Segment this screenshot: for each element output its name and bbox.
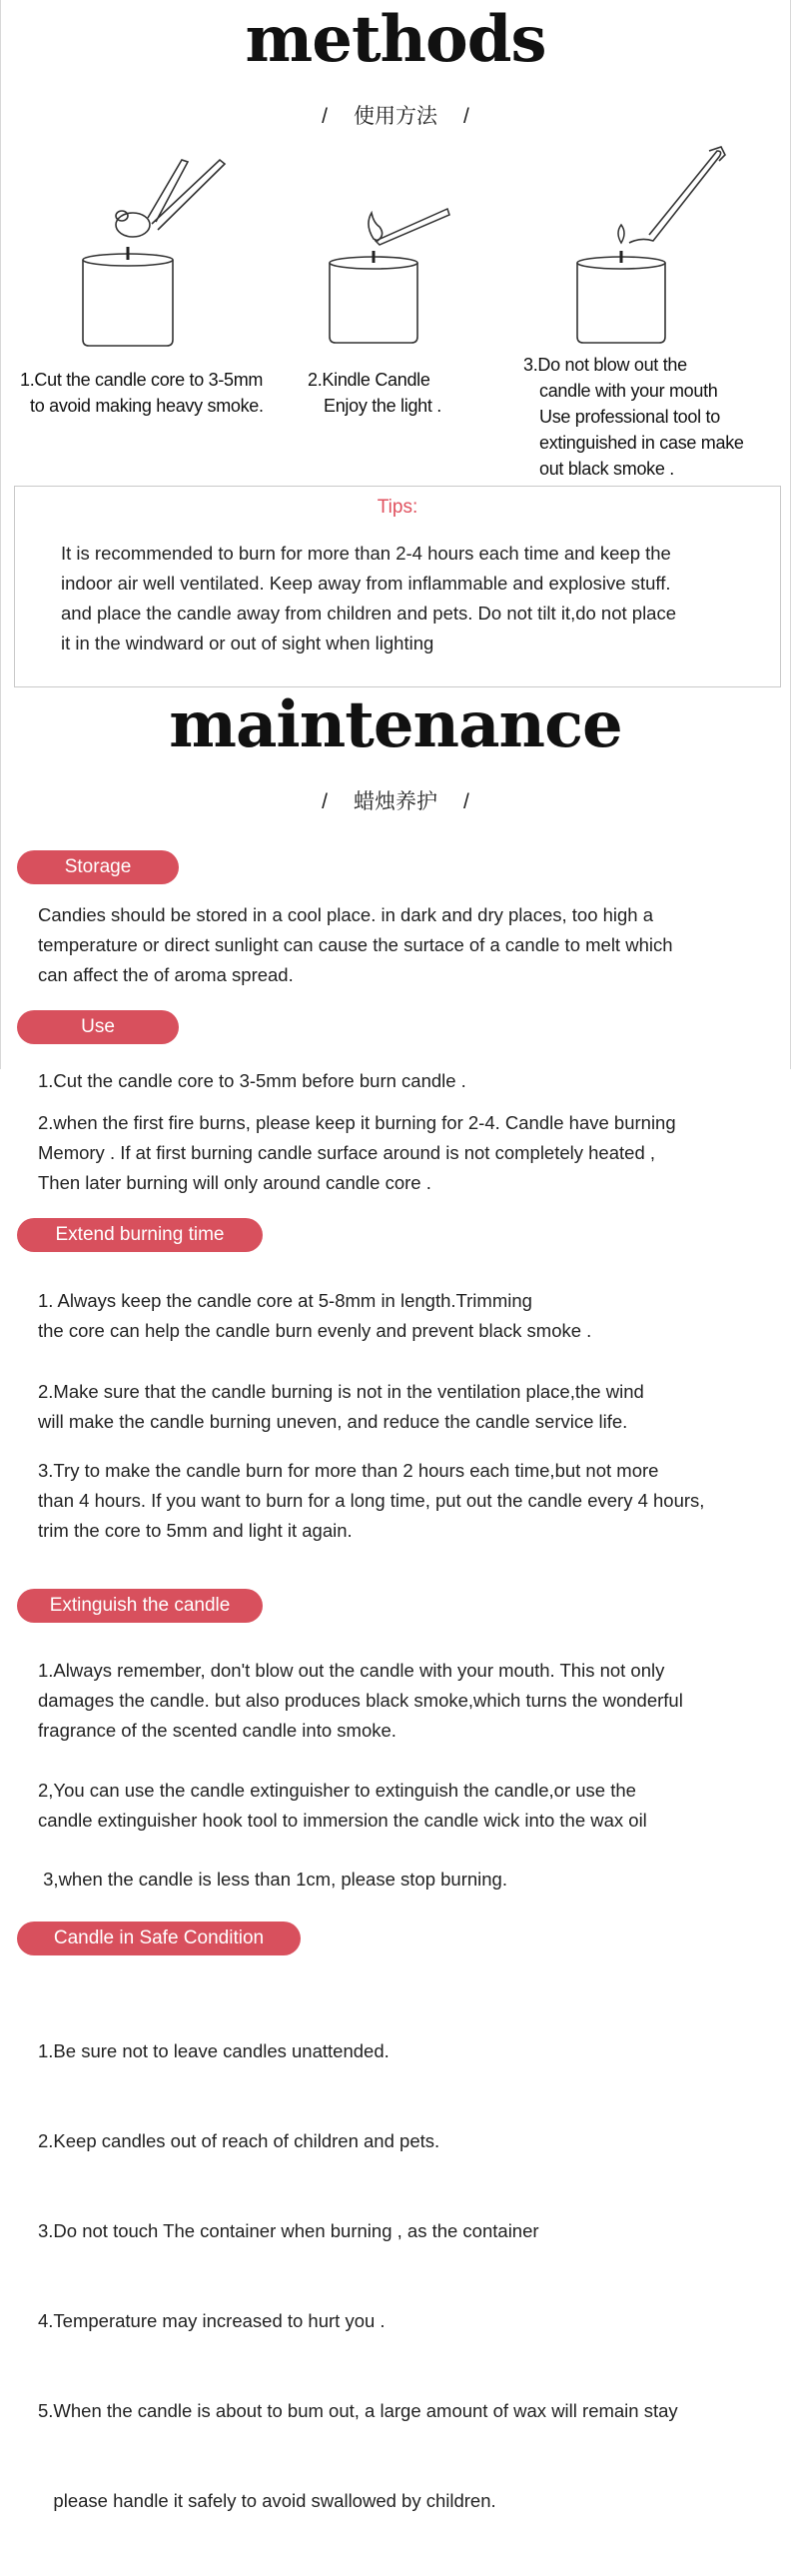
- extinguish-p1: [38, 1656, 777, 1746]
- storage-text: [38, 900, 777, 990]
- extend-p1: [38, 1286, 777, 1346]
- step-2-line-1: 2.Kindle Candle: [308, 370, 430, 390]
- extend-p3-line-1: 3.Try to make the candle burn for more than 2 hours each time,but not more: [38, 1460, 659, 1481]
- extend-p2-line-2: will make the candle burning uneven, and reduce the candle service life.: [38, 1411, 628, 1432]
- tips-box: [14, 486, 781, 687]
- use-p2: [38, 1108, 777, 1198]
- extend-p3-line-3: trim the core to 5mm and light it again.: [38, 1520, 353, 1541]
- snuffer-illustration: [569, 145, 729, 355]
- safe-item-2: 2.Keep candles out of reach of children and pets.: [38, 2130, 440, 2151]
- step-3: [523, 352, 783, 482]
- step-3-line-4: extinguished in case make: [539, 433, 744, 453]
- safe-item-5: 5.When the candle is about to bum out, a large amount of wax will remain stay: [38, 2400, 678, 2421]
- safe-item-4: 4.Temperature may increased to hurt you .: [38, 2310, 386, 2331]
- safe-item-1: 1.Be sure not to leave candles unattended.: [38, 2040, 390, 2061]
- extinguish-p1-line-1: 1.Always remember, don't blow out the candle with your mouth. This not only: [38, 1660, 665, 1681]
- extend-p2-line-1: 2.Make sure that the candle burning is not in the ventilation place,the wind: [38, 1381, 644, 1402]
- extend-p2: [38, 1377, 777, 1437]
- step-1-line-1: 1.Cut the candle core to 3-5mm: [20, 370, 264, 390]
- step-3-line-5: out black smoke .: [539, 459, 674, 479]
- tips-title: Tips:: [377, 497, 418, 518]
- slash-left: /: [322, 790, 328, 813]
- extend-p1-line-2: the core can help the candle burn evenly and prevent black smoke .: [38, 1320, 592, 1341]
- storage-line-3: can affect the of aroma spread.: [38, 964, 294, 985]
- tips-line-3: and place the candle away from children and pets. Do not tilt it,do not place: [61, 603, 677, 624]
- methods-subtitle-text: 使用方法: [354, 105, 437, 128]
- maintenance-subtitle-text: 蜡烛养护: [354, 790, 437, 813]
- step-2-line-2: Enjoy the light .: [324, 396, 441, 416]
- storage-line-2: temperature or direct sunlight can cause the surtace of a candle to melt which: [38, 934, 673, 955]
- slash-right: /: [463, 790, 469, 813]
- extinguish-p2: [38, 1776, 777, 1836]
- slash-right: /: [463, 105, 469, 128]
- extend-p1-line-1: 1. Always keep the candle core at 5-8mm in length.Trimming: [38, 1290, 532, 1311]
- extinguish-p2-line-1: 2,You can use the candle extinguisher to extinguish the candle,or use the: [38, 1780, 636, 1801]
- tips-line-1: It is recommended to burn for more than 2-4 hours each time and keep the: [61, 543, 671, 564]
- safe-list: [38, 1976, 782, 2576]
- extend-p3: [38, 1456, 782, 1546]
- step-1-line-2: to avoid making heavy smoke.: [30, 396, 264, 416]
- extinguish-label: Extinguish the candle: [17, 1589, 263, 1623]
- slash-left: /: [322, 105, 328, 128]
- use-p2-line-1: 2.when the first fire burns, please keep it burning for 2-4. Candle have burning: [38, 1112, 676, 1133]
- methods-subtitle: [0, 100, 791, 130]
- step-3-line-3: Use professional tool to: [539, 407, 720, 427]
- use-p2-line-3: Then later burning will only around candle core .: [38, 1172, 431, 1193]
- storage-line-1: Candies should be stored in a cool place. in dark and dry places, too high a: [38, 904, 654, 925]
- trim-wick-illustration: [70, 150, 240, 355]
- step-3-line-1: 3.Do not blow out the: [523, 355, 687, 375]
- use-p2-line-2: Memory . If at first burning candle surface around is not completely heated ,: [38, 1142, 656, 1163]
- left-border: [0, 0, 1, 1069]
- maintenance-subtitle: [0, 785, 791, 815]
- maintenance-title: maintenance: [169, 687, 622, 762]
- step-1: [20, 367, 300, 419]
- use-p1: 1.Cut the candle core to 3-5mm before burn candle .: [38, 1070, 466, 1091]
- safe-label: Candle in Safe Condition: [17, 1922, 301, 1955]
- step-3-line-2: candle with your mouth: [539, 381, 718, 401]
- tips-line-4: it in the windward or out of sight when lighting: [61, 633, 434, 653]
- extinguish-p1-line-3: fragrance of the scented candle into smoke.: [38, 1720, 396, 1741]
- tips-line-2: indoor air well ventilated. Keep away from inflammable and explosive stuff.: [61, 573, 671, 594]
- extinguish-p3: 3,when the candle is less than 1cm, please stop burning.: [38, 1869, 507, 1890]
- extinguish-p1-line-2: damages the candle. but also produces black smoke,which turns the wonderful: [38, 1690, 683, 1711]
- methods-title: methods: [245, 2, 546, 77]
- extend-p3-line-2: than 4 hours. If you want to burn for a long time, put out the candle every 4 hours,: [38, 1490, 705, 1511]
- tips-body: [61, 539, 750, 658]
- use-label: Use: [17, 1010, 179, 1044]
- extend-label: Extend burning time: [17, 1218, 263, 1252]
- safe-item-6: please handle it safely to avoid swallowed by children.: [38, 2490, 496, 2511]
- match-illustration: [320, 195, 459, 355]
- storage-label: Storage: [17, 850, 179, 884]
- step-2: [308, 367, 487, 419]
- extinguish-p2-line-2: candle extinguisher hook tool to immersion the candle wick into the wax oil: [38, 1810, 647, 1831]
- safe-item-3: 3.Do not touch The container when burning , as the container: [38, 2220, 539, 2241]
